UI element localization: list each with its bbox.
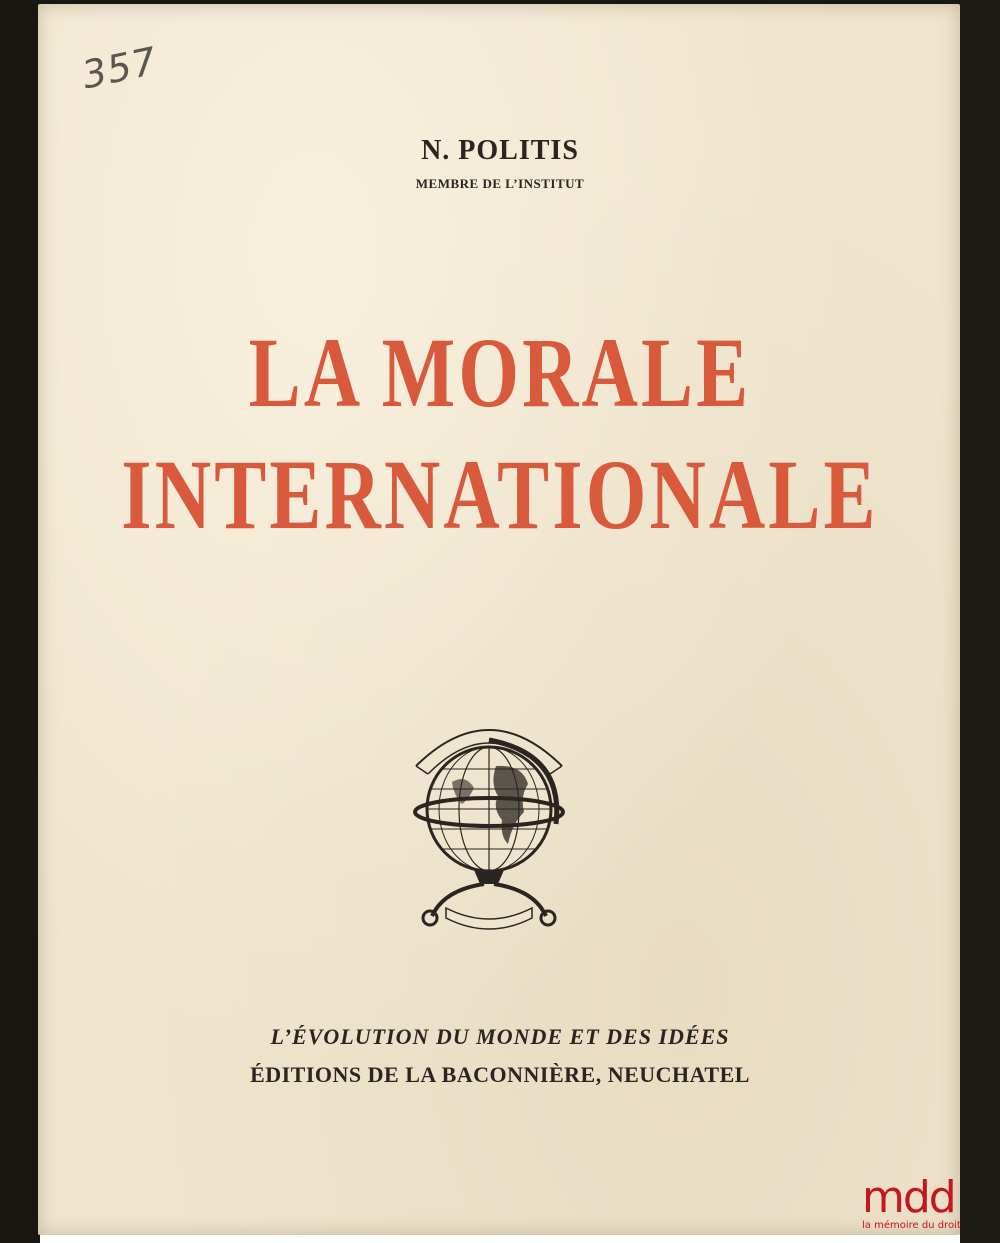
title-line-1: LA MORALE xyxy=(248,317,752,428)
mdd-watermark-logo xyxy=(862,1172,962,1238)
publisher-line: ÉDITIONS DE LA BACONNIÈRE, NEUCHATEL xyxy=(250,1062,750,1087)
globe-emblem-icon xyxy=(404,704,574,936)
mdd-logo-text: mdd xyxy=(862,1172,955,1223)
mdd-tagline: la mémoire du droit xyxy=(862,1220,961,1231)
title-line-2: INTERNATIONALE xyxy=(121,439,879,550)
author-affiliation: MEMBRE DE L’INSTITUT xyxy=(415,176,585,191)
handwritten-note: 357 xyxy=(78,38,162,98)
series-name: L’ÉVOLUTION DU MONDE ET DES IDÉES xyxy=(270,1024,730,1049)
author-name: N. POLITIS xyxy=(421,135,579,166)
